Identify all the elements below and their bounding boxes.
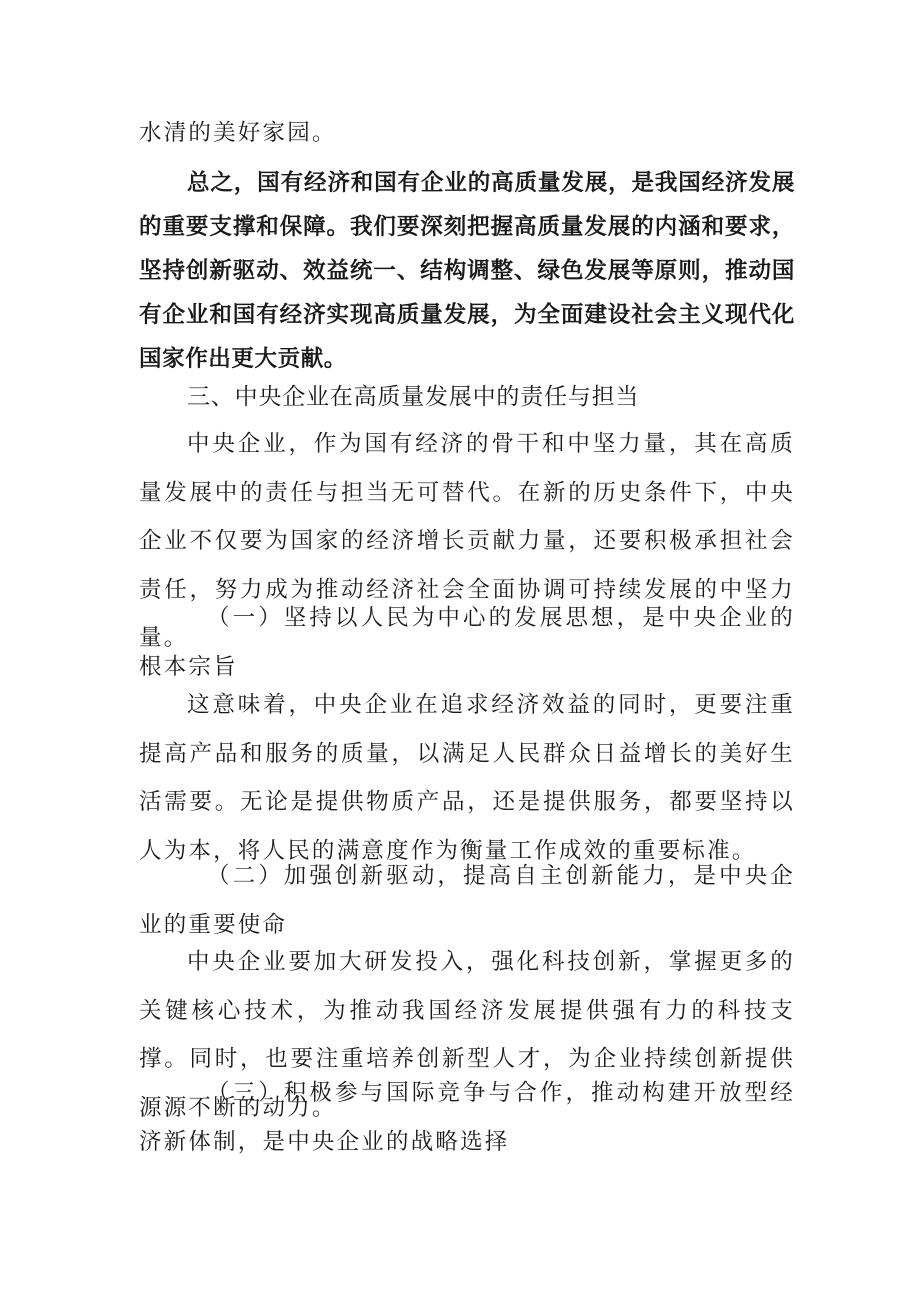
paragraph-innovation: 中央企业要加大研发投入，强化科技创新，掌握更多的关键核心技术，为推动我国经济发展提供强有力的科技支撑。同时，也要注重培养创新型人才，为企业持续创新提供源源不断的动力。 — [139, 949, 795, 1121]
subheading-3: （三）积极参与国际竞争与合作，推动构建开放型经济新体制，是中央企业的战略选择 — [139, 1080, 795, 1155]
section-heading: 三、中央企业在高质量发展中的责任与担当 — [187, 384, 640, 410]
paragraph-closing-line: 水清的美好家园。 — [139, 120, 337, 146]
subheading-1: （一）坚持以人民为中心的发展思想，是中央企业的根本宗旨 — [139, 605, 795, 680]
paragraph-central-enterprises: 中央企业，作为国有经济的骨干和中坚力量，其在高质量发展中的责任与担当无可替代。在新的历史条件下，中央企业不仅要为国家的经济增长贡献力量，还要积极承担社会责任，努力成为推动经济社会全面协调可持续发展的中坚力量。 — [139, 431, 795, 651]
paragraph-summary: 总之，国有经济和国有企业的高质量发展，是我国经济发展的重要支撑和保障。我们要深刻把握高质量发展的内涵和要求，坚持创新驱动、效益统一、结构调整、绿色发展等原则，推动国有企业和国有经济实现高质量发展，为全面建设社会主义现代化国家作出更大贡献。 — [139, 170, 795, 372]
subheading-2: （二）加强创新驱动，提高自主创新能力，是中央企业的重要使命 — [139, 863, 795, 938]
paragraph-people-centered: 这意味着，中央企业在追求经济效益的同时，更要注重提高产品和服务的质量，以满足人民群众日益增长的美好生活需要。无论是提供物质产品，还是提供服务，都要坚持以人为本，将人民的满意度作为衡量工作成效的重要标准。 — [139, 692, 795, 864]
